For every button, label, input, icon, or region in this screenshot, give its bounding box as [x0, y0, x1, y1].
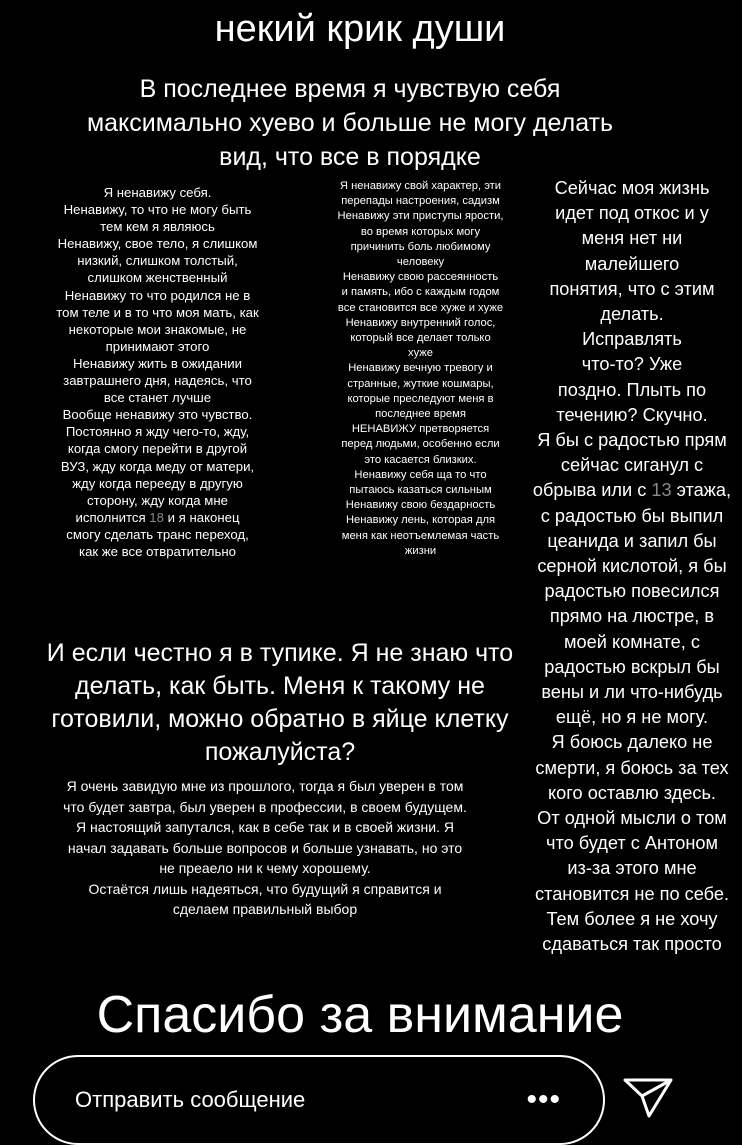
right-column-text: [522, 176, 742, 957]
left-column-text: [20, 184, 295, 560]
right-column-part-2: этажа, с радостью бы выпил цеанида и запил бы серной кислотой, я бы радостью повесился прямо на люстре, в моей комнате, с радостью вскрыл бы вены и ли что-нибудь ещё, но я не могу. Я боюсь далеко не смерти, я боюсь за тех кого оставлю здесь. От одной мысли о том что будет с Антоном из-за этого мне становится не по себе. Тем более я не хочу сдаваться так просто: [534, 480, 732, 955]
left-column-number: 18: [149, 509, 164, 525]
story-subtitle: В последнее время я чувствую себя максимально хуево и больше не могу делать вид, что все в порядке: [86, 75, 614, 171]
middle-column-text: Я ненавижу свой характер, эти перепады настроения, садизм Ненавижу эти приступы ярости, во время которых могу причинить боль любимому человеку Ненавижу свою рассеянность и память, ибо с каждым годом все становится все хуже и хуже Ненавижу внутренний голос, который все делает только хуже Ненавижу вечную тревогу и странные, жуткие кошмары, которые преследуют меня в последнее время НЕНАВИЖУ претворяется перед людьми, особенно если это касается близких. Ненавижу себя ща то что пытаюсь казаться сильным Ненавижу свою бездарность Ненавижу лень, которая для меня как неотъемлемая часть жизни: [337, 180, 504, 557]
paper-plane-icon[interactable]: [622, 1075, 674, 1119]
bottom-paragraph: Я очень завидую мне из прошлого, тогда я был уверен в том что будет завтра, был уверен в профессии, в своем будущем. Я настоящий запутался, как в себе так и в своей жизни. Я начал задавать больше вопросов и больше узнавать, но это не преаело ни к чему хорошему. Остаётся лишь надеяться, что будущий я справится и сделаем правильный выбор: [63, 778, 467, 917]
middle-paragraph: И если честно я в тупике. Я не знаю что делать, как быть. Меня к такому не готовили, можно обратно в яйце клетку пожалуйста?: [46, 639, 514, 766]
more-dots-icon[interactable]: •••: [526, 1083, 561, 1116]
left-column-part-2: и я наконец смогу сделать транс переход, как же все отвратительно: [66, 509, 249, 559]
message-composer[interactable]: [33, 1055, 605, 1145]
story-title: некий крик души: [214, 8, 506, 50]
message-input[interactable]: Отправить сообщение: [75, 1087, 306, 1112]
left-column-part-1: Я ненавижу себя. Ненавижу, то что не могу быть тем кем я являюсь Ненавижу, свое тело, я слишком низкий, слишком толстый, слишком женственный Ненавижу то что родился не в том теле и в то что моя мать, как некоторые мои знакомые, не принимают этого Ненавижу жить в ожидании завтрашнего дня, надеясь, что все станет лучше Вообще ненавижу это чувство. Постоянно я жду чего-то, жду, когда смогу перейти в другой ВУЗ, жду когда меду от матери, жду когда перееду в другую сторону, жду когда мне исполнится: [56, 185, 259, 525]
right-column-part-1: Сейчас моя жизнь идет под откос и у меня нет ни малейшего понятия, что с этим делать. Исправлять что-то? Уже поздно. Плыть по течению? Скучно. Я бы с радостью прям сейчас сиганул с обрыва или с: [532, 178, 727, 501]
right-column-number: 13: [651, 480, 672, 501]
thanks-caption: Спасибо за внимание: [96, 986, 624, 1044]
